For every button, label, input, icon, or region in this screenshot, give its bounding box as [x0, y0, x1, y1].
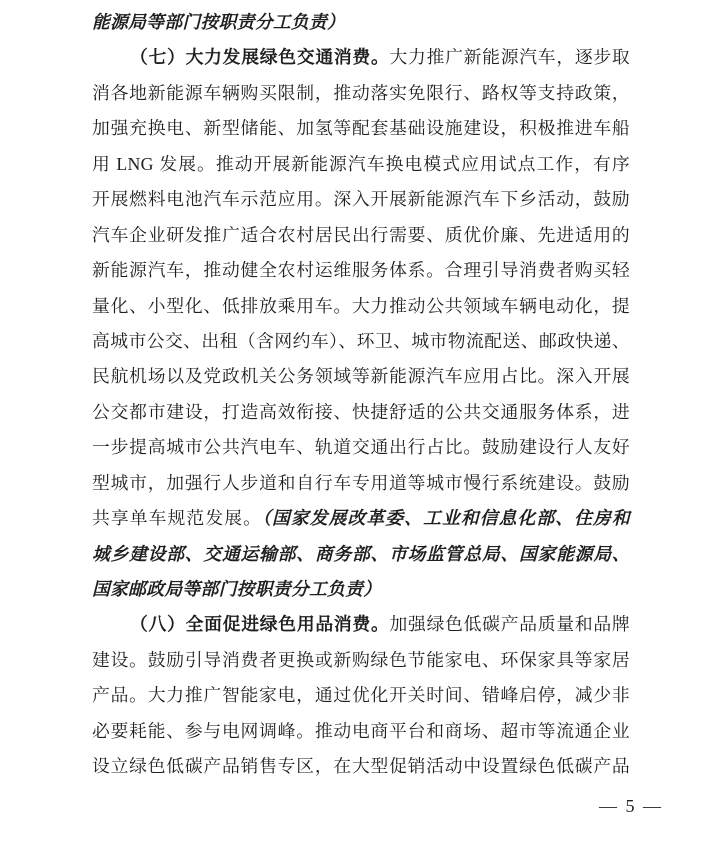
text-segment-normal: 量化、小型化、低排放乘用车。大力推动公共领域车辆电动化，提	[92, 295, 630, 316]
text-line	[92, 147, 630, 182]
text-segment-normal: 新能源汽车，推动健全农村运维服务体系。合理引导消费者购买轻	[92, 260, 630, 281]
text-segment-normal: 必要耗能、参与电网调峰。推动电商平台和商场、超市等流通企业	[92, 720, 630, 741]
text-line	[92, 501, 630, 536]
text-segment-normal: 民航机场以及党政机关公务领域等新能源汽车应用占比。深入开展	[92, 366, 630, 387]
text-line	[92, 643, 630, 678]
text-segment-normal: 建设。鼓励引导消费者更换或新购绿色节能家电、环保家具等家居	[92, 649, 630, 670]
text-line	[92, 714, 630, 749]
text-line	[92, 182, 630, 217]
text-segment-normal: 加强充换电、新型储能、加氢等配套基础设施建设，积极推进车船	[92, 118, 630, 139]
text-line	[92, 395, 630, 430]
text-line	[92, 40, 630, 75]
text-line	[92, 430, 630, 465]
page-number: — 5 —	[599, 796, 663, 816]
text-segment-normal: 消各地新能源车辆购买限制，推动落实免限行、路权等支持政策，	[92, 82, 630, 103]
text-segment-normal: 大力推广新能源汽车，逐步取	[389, 47, 631, 68]
text-segment-attribution: 城乡建设部、交通运输部、商务部、市场监管总局、国家能源局、	[92, 543, 630, 564]
text-segment-normal: 公交都市建设，打造高效衔接、快捷舒适的公共交通服务体系，进	[92, 401, 630, 422]
text-line	[92, 749, 630, 784]
text-line	[92, 218, 630, 253]
text-segment-normal: 型城市，加强行人步道和自行车专用道等城市慢行系统建设。鼓励	[92, 472, 630, 493]
text-line	[92, 5, 630, 40]
text-segment-attribution: 能源局等部门按职责分工负责）	[92, 12, 346, 32]
text-line	[92, 466, 630, 501]
text-segment-normal: 汽车企业研发推广适合农村居民出行需要、质优价廉、先进适用的	[92, 224, 630, 245]
text-line	[92, 572, 630, 607]
text-segment-normal: 产品。大力推广智能家电，通过优化开关时间、错峰启停，减少非	[92, 685, 630, 706]
text-segment-attribution: 国家邮政局等部门按职责分工负责）	[92, 579, 382, 599]
text-segment-normal: 高城市公交、出租（含网约车）、环卫、城市物流配送、邮政快递、	[92, 330, 630, 351]
document-text-block	[92, 5, 630, 785]
text-segment-normal: 一步提高城市公共汽电车、轨道交通出行占比。鼓励建设行人友好	[92, 437, 630, 458]
text-line	[92, 111, 630, 146]
text-segment-heading: （八）全面促进绿色用品消费。	[130, 614, 390, 635]
text-segment-attribution: （国家发展改革委、工业和信息化部、住房和	[261, 508, 631, 529]
text-line	[92, 253, 630, 288]
text-segment-normal: 加强绿色低碳产品质量和品牌	[389, 614, 631, 635]
text-segment-normal: 开展燃料电池汽车示范应用。深入开展新能源汽车下乡活动，鼓励	[92, 189, 630, 210]
text-line	[92, 678, 630, 713]
text-segment-heading: （七）大力发展绿色交通消费。	[130, 47, 390, 68]
text-line	[92, 359, 630, 394]
text-segment-normal: 用 LNG 发展。推动开展新能源汽车换电模式应用试点工作，有序	[92, 153, 630, 174]
text-line	[92, 324, 630, 359]
text-line	[92, 607, 630, 642]
text-line	[92, 537, 630, 572]
text-line	[92, 289, 630, 324]
text-segment-normal: 共享单车规范发展。	[92, 508, 262, 529]
text-line	[92, 76, 630, 111]
text-segment-normal: 设立绿色低碳产品销售专区，在大型促销活动中设置绿色低碳产品	[92, 756, 630, 777]
